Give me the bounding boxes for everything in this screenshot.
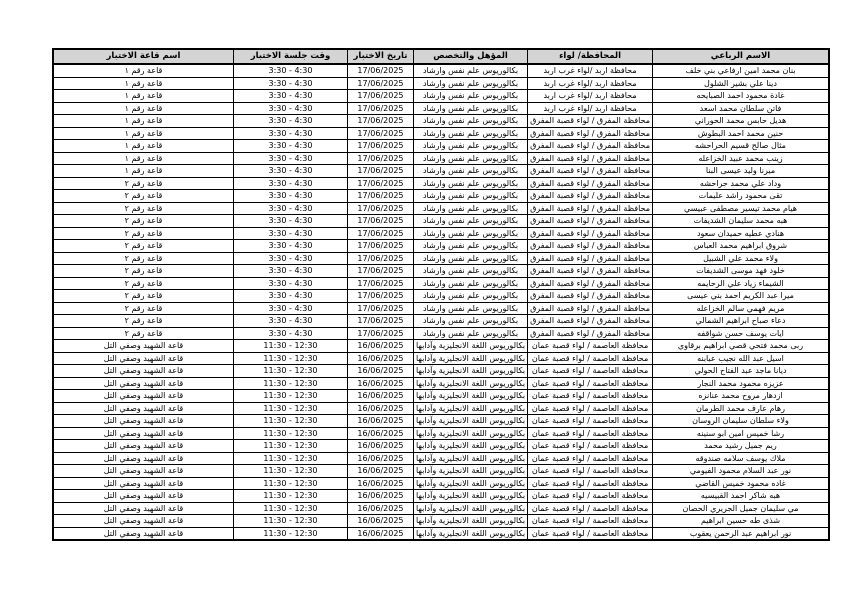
cell-qualification: بكالوريوس اللغة الانجليزية وآدابها bbox=[413, 427, 527, 440]
cell-exam_time: 3:30 - 4:30 bbox=[233, 77, 347, 90]
cell-name: خلود فهد موسى الشديفات bbox=[653, 265, 830, 278]
cell-name: هيام محمد تيسير مصطفى عبيسي bbox=[653, 202, 830, 215]
table-row bbox=[53, 415, 829, 428]
cell-governorate: محافظة المفرق / لواء قصبة المفرق bbox=[528, 327, 653, 340]
cell-name: هنادي عطيه حميدان سعود bbox=[653, 227, 830, 240]
cell-exam_date: 17/06/2025 bbox=[347, 202, 413, 215]
cell-exam_date: 16/06/2025 bbox=[347, 377, 413, 390]
cell-name: ميرا عبد الكريم احمد بني عيسى bbox=[653, 290, 830, 303]
cell-name: عزيزه محمود محمد النجار bbox=[653, 377, 830, 390]
cell-governorate: محافظة العاصمة / لواء قصبة عمان bbox=[528, 440, 653, 453]
cell-hall: قاعة رقم ١ bbox=[53, 140, 234, 153]
cell-exam_date: 17/06/2025 bbox=[347, 315, 413, 328]
cell-exam_date: 17/06/2025 bbox=[347, 115, 413, 128]
table-row bbox=[53, 165, 829, 178]
table-row bbox=[53, 377, 829, 390]
table-row bbox=[53, 352, 829, 365]
cell-exam_time: 3:30 - 4:30 bbox=[233, 315, 347, 328]
cell-name: زينب محمد عبيد الخزاعله bbox=[653, 152, 830, 165]
cell-exam_time: 3:30 - 4:30 bbox=[233, 277, 347, 290]
cell-name: غاده محمود خميس القاضي bbox=[653, 477, 830, 490]
cell-hall: قاعة الشهيد وصفي التل bbox=[53, 352, 234, 365]
cell-governorate: محافظة اربد /لواء غرب اربد bbox=[528, 90, 653, 103]
cell-exam_date: 16/06/2025 bbox=[347, 452, 413, 465]
cell-qualification: بكالوريوس علم نفس وارشاد bbox=[413, 115, 527, 128]
cell-exam_date: 16/06/2025 bbox=[347, 527, 413, 540]
cell-qualification: بكالوريوس اللغة الانجليزية وآدابها bbox=[413, 477, 527, 490]
cell-exam_date: 17/06/2025 bbox=[347, 252, 413, 265]
cell-governorate: محافظة المفرق / لواء قصبة المفرق bbox=[528, 240, 653, 253]
table-row bbox=[53, 302, 829, 315]
cell-qualification: بكالوريوس اللغة الانجليزية وآدابها bbox=[413, 465, 527, 478]
cell-qualification: بكالوريوس علم نفس وارشاد bbox=[413, 202, 527, 215]
cell-exam_time: 11:30 - 12:30 bbox=[233, 390, 347, 403]
header-row bbox=[53, 49, 829, 64]
cell-name: دينا علي بشير الشلول bbox=[653, 77, 830, 90]
cell-exam_date: 16/06/2025 bbox=[347, 440, 413, 453]
cell-hall: قاعة رقم ١ bbox=[53, 64, 234, 77]
table-row bbox=[53, 190, 829, 203]
cell-exam_date: 17/06/2025 bbox=[347, 102, 413, 115]
table-row bbox=[53, 340, 829, 353]
cell-exam_time: 3:30 - 4:30 bbox=[233, 202, 347, 215]
cell-name: ديانا ماجد عبد الفتاح الحولي bbox=[653, 365, 830, 378]
cell-governorate: محافظة المفرق / لواء قصبة المفرق bbox=[528, 265, 653, 278]
table-row bbox=[53, 115, 829, 128]
table-row bbox=[53, 390, 829, 403]
cell-exam_time: 3:30 - 4:30 bbox=[233, 64, 347, 77]
cell-exam_time: 11:30 - 12:30 bbox=[233, 452, 347, 465]
cell-exam_time: 3:30 - 4:30 bbox=[233, 127, 347, 140]
cell-exam_date: 17/06/2025 bbox=[347, 327, 413, 340]
cell-qualification: بكالوريوس علم نفس وارشاد bbox=[413, 140, 527, 153]
table-row bbox=[53, 252, 829, 265]
cell-exam_time: 3:30 - 4:30 bbox=[233, 252, 347, 265]
cell-exam_date: 16/06/2025 bbox=[347, 465, 413, 478]
cell-name: تقى محمود راشد عليمات bbox=[653, 190, 830, 203]
table-row bbox=[53, 440, 829, 453]
cell-name: مثال صالح قسيم الحراحشه bbox=[653, 140, 830, 153]
cell-qualification: بكالوريوس اللغة الانجليزية وآدابها bbox=[413, 440, 527, 453]
cell-hall: قاعة رقم ١ bbox=[53, 102, 234, 115]
cell-exam_time: 3:30 - 4:30 bbox=[233, 90, 347, 103]
cell-hall: قاعة رقم ١ bbox=[53, 152, 234, 165]
cell-hall: قاعة رقم ٢ bbox=[53, 290, 234, 303]
table-header bbox=[53, 49, 829, 64]
cell-hall: قاعة الشهيد وصفي التل bbox=[53, 340, 234, 353]
table-row bbox=[53, 490, 829, 503]
cell-exam_date: 17/06/2025 bbox=[347, 227, 413, 240]
cell-exam_time: 11:30 - 12:30 bbox=[233, 440, 347, 453]
cell-governorate: محافظة المفرق / لواء قصبة المفرق bbox=[528, 252, 653, 265]
cell-exam_date: 16/06/2025 bbox=[347, 365, 413, 378]
cell-qualification: بكالوريوس علم نفس وارشاد bbox=[413, 215, 527, 228]
cell-governorate: محافظة المفرق / لواء قصبة المفرق bbox=[528, 277, 653, 290]
cell-hall: قاعة رقم ٢ bbox=[53, 265, 234, 278]
cell-name: نور ابراهيم عبد الرحمن يعقوب bbox=[653, 527, 830, 540]
column-header-name: الاسم الرباعي bbox=[653, 49, 830, 64]
cell-governorate: محافظة المفرق / لواء قصبة المفرق bbox=[528, 190, 653, 203]
cell-qualification: بكالوريوس علم نفس وارشاد bbox=[413, 152, 527, 165]
table-row bbox=[53, 240, 829, 253]
cell-name: مريم فهمي سالم الخزاعله bbox=[653, 302, 830, 315]
cell-name: ايات يوسف حسن شواقفه bbox=[653, 327, 830, 340]
cell-name: ربى محمد فتحي قصي ابراهيم برقاوي bbox=[653, 340, 830, 353]
cell-exam_time: 3:30 - 4:30 bbox=[233, 165, 347, 178]
cell-governorate: محافظة المفرق / لواء قصبة المفرق bbox=[528, 177, 653, 190]
cell-exam_date: 16/06/2025 bbox=[347, 477, 413, 490]
cell-exam_date: 17/06/2025 bbox=[347, 177, 413, 190]
cell-exam_time: 3:30 - 4:30 bbox=[233, 240, 347, 253]
cell-exam_date: 16/06/2025 bbox=[347, 490, 413, 503]
cell-exam_time: 3:30 - 4:30 bbox=[233, 177, 347, 190]
cell-exam_date: 16/06/2025 bbox=[347, 502, 413, 515]
cell-qualification: بكالوريوس اللغة الانجليزية وآدابها bbox=[413, 390, 527, 403]
cell-hall: قاعة الشهيد وصفي التل bbox=[53, 477, 234, 490]
cell-governorate: محافظة المفرق / لواء قصبة المفرق bbox=[528, 290, 653, 303]
cell-governorate: محافظة العاصمة / لواء قصبة عمان bbox=[528, 452, 653, 465]
cell-name: بنان محمد امين ارفاعي بني خلف bbox=[653, 64, 830, 77]
cell-exam_time: 11:30 - 12:30 bbox=[233, 477, 347, 490]
cell-hall: قاعة الشهيد وصفي التل bbox=[53, 390, 234, 403]
table-row bbox=[53, 102, 829, 115]
table-row bbox=[53, 365, 829, 378]
table-row bbox=[53, 427, 829, 440]
cell-name: نور عبد السلام محمود الفيومي bbox=[653, 465, 830, 478]
cell-qualification: بكالوريوس اللغة الانجليزية وآدابها bbox=[413, 377, 527, 390]
cell-hall: قاعة رقم ١ bbox=[53, 77, 234, 90]
cell-name: دعاء صباح ابراهيم الشمالي bbox=[653, 315, 830, 328]
cell-governorate: محافظة العاصمة / لواء قصبة عمان bbox=[528, 477, 653, 490]
cell-exam_time: 11:30 - 12:30 bbox=[233, 352, 347, 365]
cell-governorate: محافظة المفرق / لواء قصبة المفرق bbox=[528, 165, 653, 178]
cell-qualification: بكالوريوس اللغة الانجليزية وآدابها bbox=[413, 340, 527, 353]
cell-governorate: محافظة العاصمة / لواء قصبة عمان bbox=[528, 402, 653, 415]
cell-qualification: بكالوريوس علم نفس وارشاد bbox=[413, 77, 527, 90]
cell-exam_date: 17/06/2025 bbox=[347, 240, 413, 253]
cell-governorate: محافظة المفرق / لواء قصبة المفرق bbox=[528, 140, 653, 153]
column-header-exam_time: وقت جلسة الاختبار bbox=[233, 49, 347, 64]
table-row bbox=[53, 515, 829, 528]
cell-governorate: محافظة المفرق / لواء قصبة المفرق bbox=[528, 202, 653, 215]
cell-name: ولاء محمد علي الشبيل bbox=[653, 252, 830, 265]
cell-name: مي سليمان جميل الجريري الحصان bbox=[653, 502, 830, 515]
cell-governorate: محافظة اربد /لواء غرب اربد bbox=[528, 102, 653, 115]
table-row bbox=[53, 452, 829, 465]
cell-qualification: بكالوريوس علم نفس وارشاد bbox=[413, 327, 527, 340]
table-row bbox=[53, 402, 829, 415]
cell-exam_time: 3:30 - 4:30 bbox=[233, 115, 347, 128]
cell-hall: قاعة الشهيد وصفي التل bbox=[53, 427, 234, 440]
cell-exam_time: 3:30 - 4:30 bbox=[233, 152, 347, 165]
cell-qualification: بكالوريوس اللغة الانجليزية وآدابها bbox=[413, 402, 527, 415]
cell-name: ازدهار مروح محمد عنانزه bbox=[653, 390, 830, 403]
cell-governorate: محافظة المفرق / لواء قصبة المفرق bbox=[528, 152, 653, 165]
cell-qualification: بكالوريوس علم نفس وارشاد bbox=[413, 240, 527, 253]
cell-name: وداد علي محمد حراحشه bbox=[653, 177, 830, 190]
cell-hall: قاعة الشهيد وصفي التل bbox=[53, 527, 234, 540]
table-row bbox=[53, 127, 829, 140]
cell-hall: قاعة رقم ٢ bbox=[53, 252, 234, 265]
cell-exam_time: 3:30 - 4:30 bbox=[233, 302, 347, 315]
cell-governorate: محافظة العاصمة / لواء قصبة عمان bbox=[528, 465, 653, 478]
cell-exam_date: 16/06/2025 bbox=[347, 515, 413, 528]
cell-exam_date: 16/06/2025 bbox=[347, 402, 413, 415]
cell-hall: قاعة رقم ٢ bbox=[53, 327, 234, 340]
cell-governorate: محافظة المفرق / لواء قصبة المفرق bbox=[528, 302, 653, 315]
table-row bbox=[53, 77, 829, 90]
cell-qualification: بكالوريوس علم نفس وارشاد bbox=[413, 190, 527, 203]
table-row bbox=[53, 327, 829, 340]
cell-exam_date: 17/06/2025 bbox=[347, 152, 413, 165]
cell-exam_date: 17/06/2025 bbox=[347, 165, 413, 178]
cell-exam_date: 17/06/2025 bbox=[347, 64, 413, 77]
cell-hall: قاعة رقم ٢ bbox=[53, 215, 234, 228]
cell-hall: قاعة الشهيد وصفي التل bbox=[53, 515, 234, 528]
table-body bbox=[53, 64, 829, 540]
cell-hall: قاعة رقم ١ bbox=[53, 115, 234, 128]
cell-exam_date: 17/06/2025 bbox=[347, 190, 413, 203]
cell-exam_time: 11:30 - 12:30 bbox=[233, 465, 347, 478]
cell-exam_time: 3:30 - 4:30 bbox=[233, 215, 347, 228]
cell-name: شذى طه حسين ابراهيم bbox=[653, 515, 830, 528]
cell-governorate: محافظة المفرق / لواء قصبة المفرق bbox=[528, 127, 653, 140]
cell-name: ريم جميل رشيد محمد bbox=[653, 440, 830, 453]
table-row bbox=[53, 90, 829, 103]
cell-qualification: بكالوريوس علم نفس وارشاد bbox=[413, 177, 527, 190]
table-row bbox=[53, 315, 829, 328]
cell-qualification: بكالوريوس اللغة الانجليزية وآدابها bbox=[413, 502, 527, 515]
cell-hall: قاعة رقم ١ bbox=[53, 127, 234, 140]
cell-governorate: محافظة العاصمة / لواء قصبة عمان bbox=[528, 365, 653, 378]
table-row bbox=[53, 290, 829, 303]
cell-hall: قاعة رقم ٢ bbox=[53, 190, 234, 203]
cell-hall: قاعة رقم ١ bbox=[53, 165, 234, 178]
cell-name: اسيل عبد الله نجيب عبابنه bbox=[653, 352, 830, 365]
cell-qualification: بكالوريوس علم نفس وارشاد bbox=[413, 165, 527, 178]
cell-exam_date: 17/06/2025 bbox=[347, 140, 413, 153]
cell-name: الشيماء زياد علي الرحايمه bbox=[653, 277, 830, 290]
table-row bbox=[53, 227, 829, 240]
cell-qualification: بكالوريوس علم نفس وارشاد bbox=[413, 127, 527, 140]
cell-name: ولاء سلطان سليمان الروسان bbox=[653, 415, 830, 428]
cell-exam_time: 11:30 - 12:30 bbox=[233, 402, 347, 415]
cell-qualification: بكالوريوس اللغة الانجليزية وآدابها bbox=[413, 452, 527, 465]
cell-qualification: بكالوريوس علم نفس وارشاد bbox=[413, 64, 527, 77]
cell-name: هبه محمد سليمان الشديفات bbox=[653, 215, 830, 228]
cell-hall: قاعة رقم ٢ bbox=[53, 227, 234, 240]
cell-hall: قاعة الشهيد وصفي التل bbox=[53, 377, 234, 390]
cell-exam_time: 3:30 - 4:30 bbox=[233, 140, 347, 153]
cell-exam_date: 16/06/2025 bbox=[347, 390, 413, 403]
cell-hall: قاعة رقم ٢ bbox=[53, 277, 234, 290]
cell-qualification: بكالوريوس اللغة الانجليزية وآدابها bbox=[413, 515, 527, 528]
cell-qualification: بكالوريوس اللغة الانجليزية وآدابها bbox=[413, 352, 527, 365]
cell-name: ميرنا وليد عيسى البنا bbox=[653, 165, 830, 178]
cell-exam_time: 11:30 - 12:30 bbox=[233, 527, 347, 540]
table-row bbox=[53, 465, 829, 478]
cell-qualification: بكالوريوس اللغة الانجليزية وآدابها bbox=[413, 490, 527, 503]
table-row bbox=[53, 502, 829, 515]
cell-exam_date: 17/06/2025 bbox=[347, 265, 413, 278]
cell-hall: قاعة الشهيد وصفي التل bbox=[53, 440, 234, 453]
cell-governorate: محافظة المفرق / لواء قصبة المفرق bbox=[528, 227, 653, 240]
cell-exam_time: 11:30 - 12:30 bbox=[233, 427, 347, 440]
cell-name: رهام عارف محمد الطرمان bbox=[653, 402, 830, 415]
cell-qualification: بكالوريوس اللغة الانجليزية وآدابها bbox=[413, 365, 527, 378]
cell-qualification: بكالوريوس علم نفس وارشاد bbox=[413, 90, 527, 103]
cell-exam_date: 16/06/2025 bbox=[347, 427, 413, 440]
cell-exam_date: 16/06/2025 bbox=[347, 415, 413, 428]
cell-governorate: محافظة العاصمة / لواء قصبة عمان bbox=[528, 527, 653, 540]
cell-governorate: محافظة العاصمة / لواء قصبة عمان bbox=[528, 427, 653, 440]
cell-exam_date: 16/06/2025 bbox=[347, 352, 413, 365]
table-row bbox=[53, 477, 829, 490]
cell-hall: قاعة الشهيد وصفي التل bbox=[53, 365, 234, 378]
cell-hall: قاعة الشهيد وصفي التل bbox=[53, 490, 234, 503]
table-row bbox=[53, 152, 829, 165]
cell-name: حنين محمد احمد البطوش bbox=[653, 127, 830, 140]
table-row bbox=[53, 265, 829, 278]
cell-exam_time: 11:30 - 12:30 bbox=[233, 502, 347, 515]
column-header-qualification: المؤهل والتخصص bbox=[413, 49, 527, 64]
table-row bbox=[53, 215, 829, 228]
cell-name: غادة محمود احمد الصبايحه bbox=[653, 90, 830, 103]
cell-qualification: بكالوريوس علم نفس وارشاد bbox=[413, 252, 527, 265]
cell-exam_time: 11:30 - 12:30 bbox=[233, 340, 347, 353]
table-row bbox=[53, 277, 829, 290]
cell-hall: قاعة الشهيد وصفي التل bbox=[53, 502, 234, 515]
cell-name: شروق ابراهيم محمد العباس bbox=[653, 240, 830, 253]
cell-governorate: محافظة العاصمة / لواء قصبة عمان bbox=[528, 515, 653, 528]
cell-governorate: محافظة العاصمة / لواء قصبة عمان bbox=[528, 340, 653, 353]
cell-qualification: بكالوريوس علم نفس وارشاد bbox=[413, 102, 527, 115]
cell-exam_date: 17/06/2025 bbox=[347, 290, 413, 303]
cell-exam_date: 17/06/2025 bbox=[347, 77, 413, 90]
cell-exam_date: 17/06/2025 bbox=[347, 277, 413, 290]
cell-exam_time: 11:30 - 12:30 bbox=[233, 490, 347, 503]
column-header-exam_date: تاريخ الاختبار bbox=[347, 49, 413, 64]
column-header-hall: اسم قاعة الاختبار bbox=[53, 49, 234, 64]
table-row bbox=[53, 140, 829, 153]
cell-hall: قاعة الشهيد وصفي التل bbox=[53, 402, 234, 415]
cell-exam_date: 17/06/2025 bbox=[347, 302, 413, 315]
cell-exam_time: 3:30 - 4:30 bbox=[233, 227, 347, 240]
cell-exam_time: 11:30 - 12:30 bbox=[233, 515, 347, 528]
cell-qualification: بكالوريوس علم نفس وارشاد bbox=[413, 277, 527, 290]
table-row bbox=[53, 202, 829, 215]
cell-name: هبه شاكر احمد القبيسيه bbox=[653, 490, 830, 503]
cell-qualification: بكالوريوس علم نفس وارشاد bbox=[413, 315, 527, 328]
cell-qualification: بكالوريوس اللغة الانجليزية وآدابها bbox=[413, 415, 527, 428]
cell-hall: قاعة رقم ٢ bbox=[53, 315, 234, 328]
cell-exam_time: 3:30 - 4:30 bbox=[233, 290, 347, 303]
cell-hall: قاعة الشهيد وصفي التل bbox=[53, 415, 234, 428]
cell-exam_time: 11:30 - 12:30 bbox=[233, 377, 347, 390]
table-row bbox=[53, 177, 829, 190]
table-row bbox=[53, 64, 829, 77]
cell-name: ملاك يوسف سلامه صندوقه bbox=[653, 452, 830, 465]
cell-governorate: محافظة العاصمة / لواء قصبة عمان bbox=[528, 390, 653, 403]
cell-governorate: محافظة العاصمة / لواء قصبة عمان bbox=[528, 415, 653, 428]
column-header-governorate: المحافظة/ لواء bbox=[528, 49, 653, 64]
cell-name: هديل حابس محمد الحوراني bbox=[653, 115, 830, 128]
cell-hall: قاعة رقم ٢ bbox=[53, 302, 234, 315]
cell-governorate: محافظة العاصمة / لواء قصبة عمان bbox=[528, 377, 653, 390]
cell-exam_time: 11:30 - 12:30 bbox=[233, 415, 347, 428]
cell-exam_date: 17/06/2025 bbox=[347, 90, 413, 103]
cell-exam_time: 11:30 - 12:30 bbox=[233, 365, 347, 378]
cell-governorate: محافظة المفرق / لواء قصبة المفرق bbox=[528, 215, 653, 228]
cell-exam_time: 3:30 - 4:30 bbox=[233, 327, 347, 340]
cell-exam_time: 3:30 - 4:30 bbox=[233, 102, 347, 115]
cell-exam_time: 3:30 - 4:30 bbox=[233, 265, 347, 278]
cell-exam_time: 3:30 - 4:30 bbox=[233, 190, 347, 203]
table-row bbox=[53, 527, 829, 540]
cell-governorate: محافظة اربد /لواء غرب اربد bbox=[528, 77, 653, 90]
cell-exam_date: 17/06/2025 bbox=[347, 127, 413, 140]
cell-name: فاتن سلطان محمد اسعد bbox=[653, 102, 830, 115]
cell-name: رشا خميس امين ابو سنينه bbox=[653, 427, 830, 440]
cell-hall: قاعة الشهيد وصفي التل bbox=[53, 465, 234, 478]
cell-governorate: محافظة المفرق / لواء قصبة المفرق bbox=[528, 315, 653, 328]
cell-qualification: بكالوريوس علم نفس وارشاد bbox=[413, 290, 527, 303]
cell-governorate: محافظة العاصمة / لواء قصبة عمان bbox=[528, 502, 653, 515]
cell-qualification: بكالوريوس علم نفس وارشاد bbox=[413, 265, 527, 278]
cell-governorate: محافظة العاصمة / لواء قصبة عمان bbox=[528, 352, 653, 365]
cell-hall: قاعة الشهيد وصفي التل bbox=[53, 452, 234, 465]
cell-qualification: بكالوريوس علم نفس وارشاد bbox=[413, 302, 527, 315]
cell-exam_date: 16/06/2025 bbox=[347, 340, 413, 353]
cell-hall: قاعة رقم ٢ bbox=[53, 202, 234, 215]
cell-qualification: بكالوريوس علم نفس وارشاد bbox=[413, 227, 527, 240]
exam-schedule-table bbox=[52, 48, 830, 541]
cell-governorate: محافظة المفرق / لواء قصبة المفرق bbox=[528, 115, 653, 128]
cell-hall: قاعة رقم ٢ bbox=[53, 177, 234, 190]
cell-qualification: بكالوريوس اللغة الانجليزية وآدابها bbox=[413, 527, 527, 540]
cell-governorate: محافظة اربد /لواء غرب اربد bbox=[528, 64, 653, 77]
cell-exam_date: 17/06/2025 bbox=[347, 215, 413, 228]
cell-hall: قاعة رقم ٢ bbox=[53, 240, 234, 253]
cell-hall: قاعة رقم ١ bbox=[53, 90, 234, 103]
cell-governorate: محافظة العاصمة / لواء قصبة عمان bbox=[528, 490, 653, 503]
